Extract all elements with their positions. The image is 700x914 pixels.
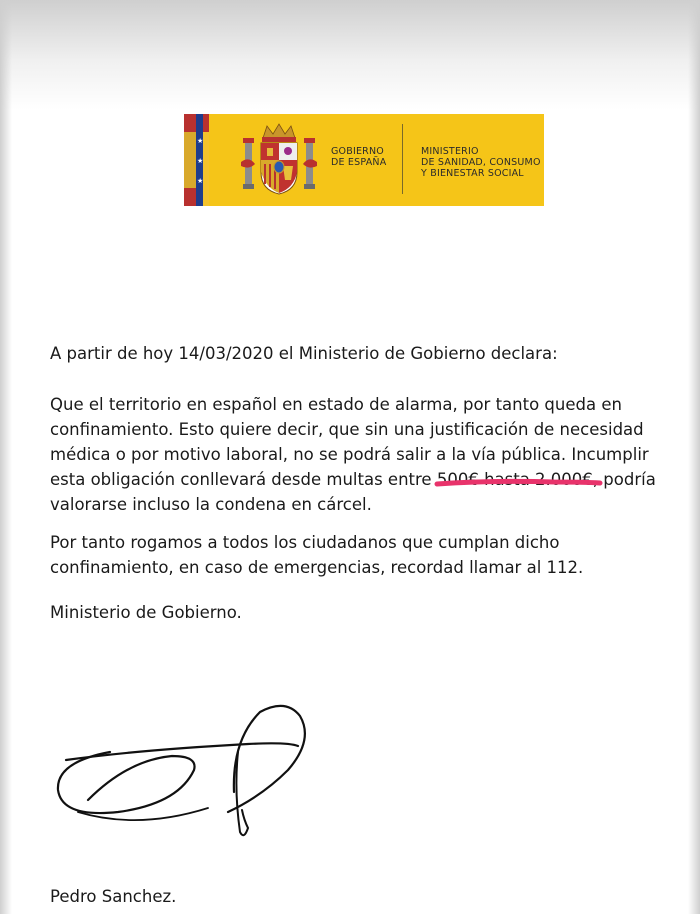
closing-line: Ministerio de Gobierno.	[50, 603, 242, 622]
ministry-line-2: DE SANIDAD, CONSUMO	[421, 157, 541, 168]
intro-line: A partir de hoy 14/03/2020 el Ministerio de Gobierno declara:	[50, 344, 558, 363]
government-line-1: GOBIERNO	[331, 146, 384, 157]
eu-stars-band	[196, 114, 203, 206]
government-line-2: DE ESPAÑA	[331, 157, 387, 168]
star-icon: ★	[197, 157, 204, 165]
fine-highlight-underline	[434, 477, 604, 491]
government-name	[331, 146, 386, 168]
left-edge-shadow	[0, 0, 12, 914]
signer-name: Pedro Sanchez.	[50, 887, 177, 906]
paragraph-2	[50, 530, 680, 580]
paragraph-1-line: esta obligación conllevará desde multas entre 500€ hasta 2.000€, podría	[50, 470, 656, 489]
paragraph-1-line: valorarse incluso la condena en cárcel.	[50, 495, 372, 514]
handwritten-signature	[48, 700, 328, 850]
paragraph-1	[50, 392, 680, 517]
government-logo	[184, 114, 544, 206]
star-icon: ★	[197, 177, 204, 185]
flag-stripe	[184, 114, 196, 206]
top-shadow	[0, 0, 700, 110]
ministry-line-1: MINISTERIO	[421, 146, 479, 157]
logo-divider	[402, 124, 403, 194]
star-icon: ★	[197, 137, 204, 145]
ministry-name	[421, 146, 541, 179]
paragraph-1-line: Que el territorio en español en estado de alarma, por tanto queda en	[50, 395, 622, 414]
paragraph-1-line: confinamiento. Esto quiere decir, que sin una justificación de necesidad	[50, 420, 644, 439]
logo-yellow-panel	[209, 114, 544, 206]
ministry-line-3: Y BIENESTAR SOCIAL	[421, 168, 524, 179]
coat-of-arms-icon	[239, 122, 319, 198]
paragraph-2-line: Por tanto rogamos a todos los ciudadanos que cumplan dicho	[50, 533, 560, 552]
paragraph-2-line: confinamiento, en caso de emergencias, recordad llamar al 112.	[50, 558, 584, 577]
right-edge-shadow	[688, 0, 700, 914]
paragraph-1-line: médica o por motivo laboral, no se podrá salir a la vía pública. Incumplir	[50, 445, 649, 464]
